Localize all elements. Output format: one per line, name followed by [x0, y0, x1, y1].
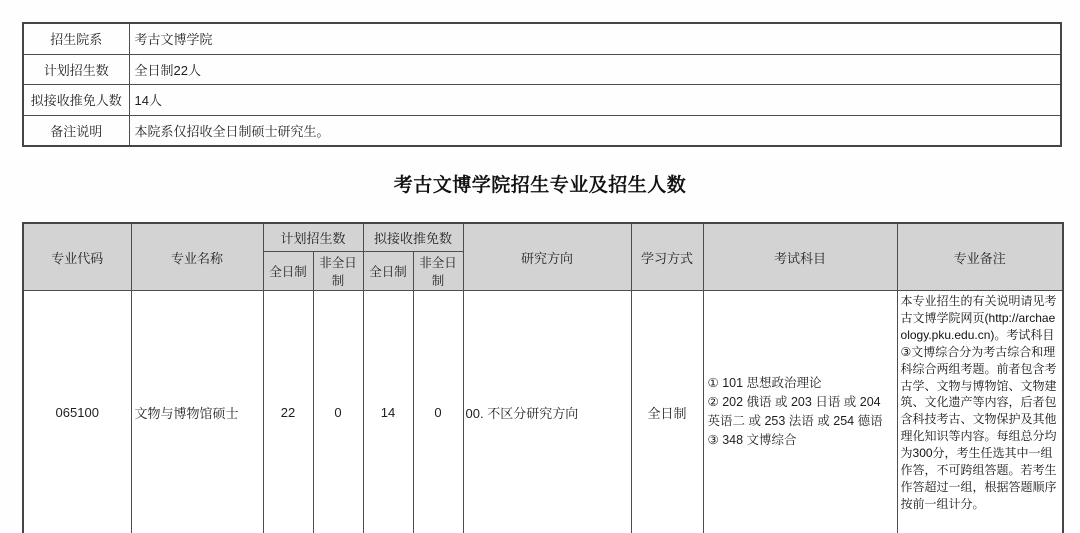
- cell-research-direction: 00. 不区分研究方向: [463, 291, 631, 533]
- cell-planned-part-time: 0: [313, 291, 363, 533]
- subheader-recommended-full-time: 全日制: [363, 252, 413, 291]
- header-major-code: 专业代码: [23, 223, 131, 291]
- cell-major-name: 文物与博物馆硕士: [131, 291, 263, 533]
- cell-exam-subjects: [703, 291, 897, 533]
- subheader-planned-full-time: 全日制: [263, 252, 313, 291]
- header-research-direction: 研究方向: [463, 223, 631, 291]
- info-value-department: 考古文博学院: [129, 23, 1061, 54]
- header-major-remarks: 专业备注: [897, 223, 1063, 291]
- page-title: 考古文博学院招生专业及招生人数: [393, 175, 687, 196]
- info-label-planned-enrollment: 计划招生数: [23, 54, 129, 85]
- exam-subject-item: ① 101 思想政治理论: [707, 376, 822, 390]
- table-row: [23, 85, 1061, 116]
- header-planned-enrollment: 计划招生数: [263, 223, 363, 252]
- header-major-name: 专业名称: [131, 223, 263, 291]
- majors-table: [22, 222, 1064, 533]
- info-value-recommended-count: 14人: [129, 85, 1061, 116]
- info-label-recommended-count: 拟接收推免人数: [23, 85, 129, 116]
- header-exam-subjects: 考试科目: [703, 223, 897, 291]
- info-label-remarks: 备注说明: [23, 115, 129, 146]
- subheader-planned-part-time: 非全日制: [313, 252, 363, 291]
- table-header-row: [23, 223, 1063, 252]
- cell-major-code: 065100: [23, 291, 131, 533]
- header-study-mode: 学习方式: [631, 223, 703, 291]
- exam-subject-item: ② 202 俄语 或 203 日语 或 204 英语二 或 253 法语 或 254 德语: [707, 395, 883, 428]
- subheader-recommended-part-time: 非全日制: [413, 252, 463, 291]
- header-recommended-enrollment: 拟接收推免数: [363, 223, 463, 252]
- table-row: [23, 54, 1061, 85]
- info-value-planned-enrollment: 全日制22人: [129, 54, 1061, 85]
- exam-subject-item: ③ 348 文博综合: [707, 433, 797, 447]
- cell-recommended-full-time: 14: [363, 291, 413, 533]
- admission-info-table: [22, 22, 1062, 147]
- table-row: [23, 23, 1061, 54]
- major-remarks-text: 本专业招生的有关说明请见考古文博学院网页(http://archaeology.pku.edu.cn)。考试科目③文博综合分为考古综合和理科综合两组考题。前者包含考古学、文物与博物馆、文物建筑、文化遗产等内容，后者包含科技考古、文物保护及其他理化知识等内容。每组总分均为300分，考生任选其中一组作答，不可跨组答题。若考生作答超过一组，根据答题顺序按前一组计分。: [900, 294, 1057, 511]
- cell-planned-full-time: 22: [263, 291, 313, 533]
- cell-major-remarks: [897, 291, 1063, 533]
- cell-study-mode: 全日制: [631, 291, 703, 533]
- info-value-remarks: 本院系仅招收全日制硕士研究生。: [129, 115, 1061, 146]
- table-row: [23, 291, 1063, 533]
- cell-recommended-part-time: 0: [413, 291, 463, 533]
- table-row: [23, 115, 1061, 146]
- info-label-department: 招生院系: [23, 23, 129, 54]
